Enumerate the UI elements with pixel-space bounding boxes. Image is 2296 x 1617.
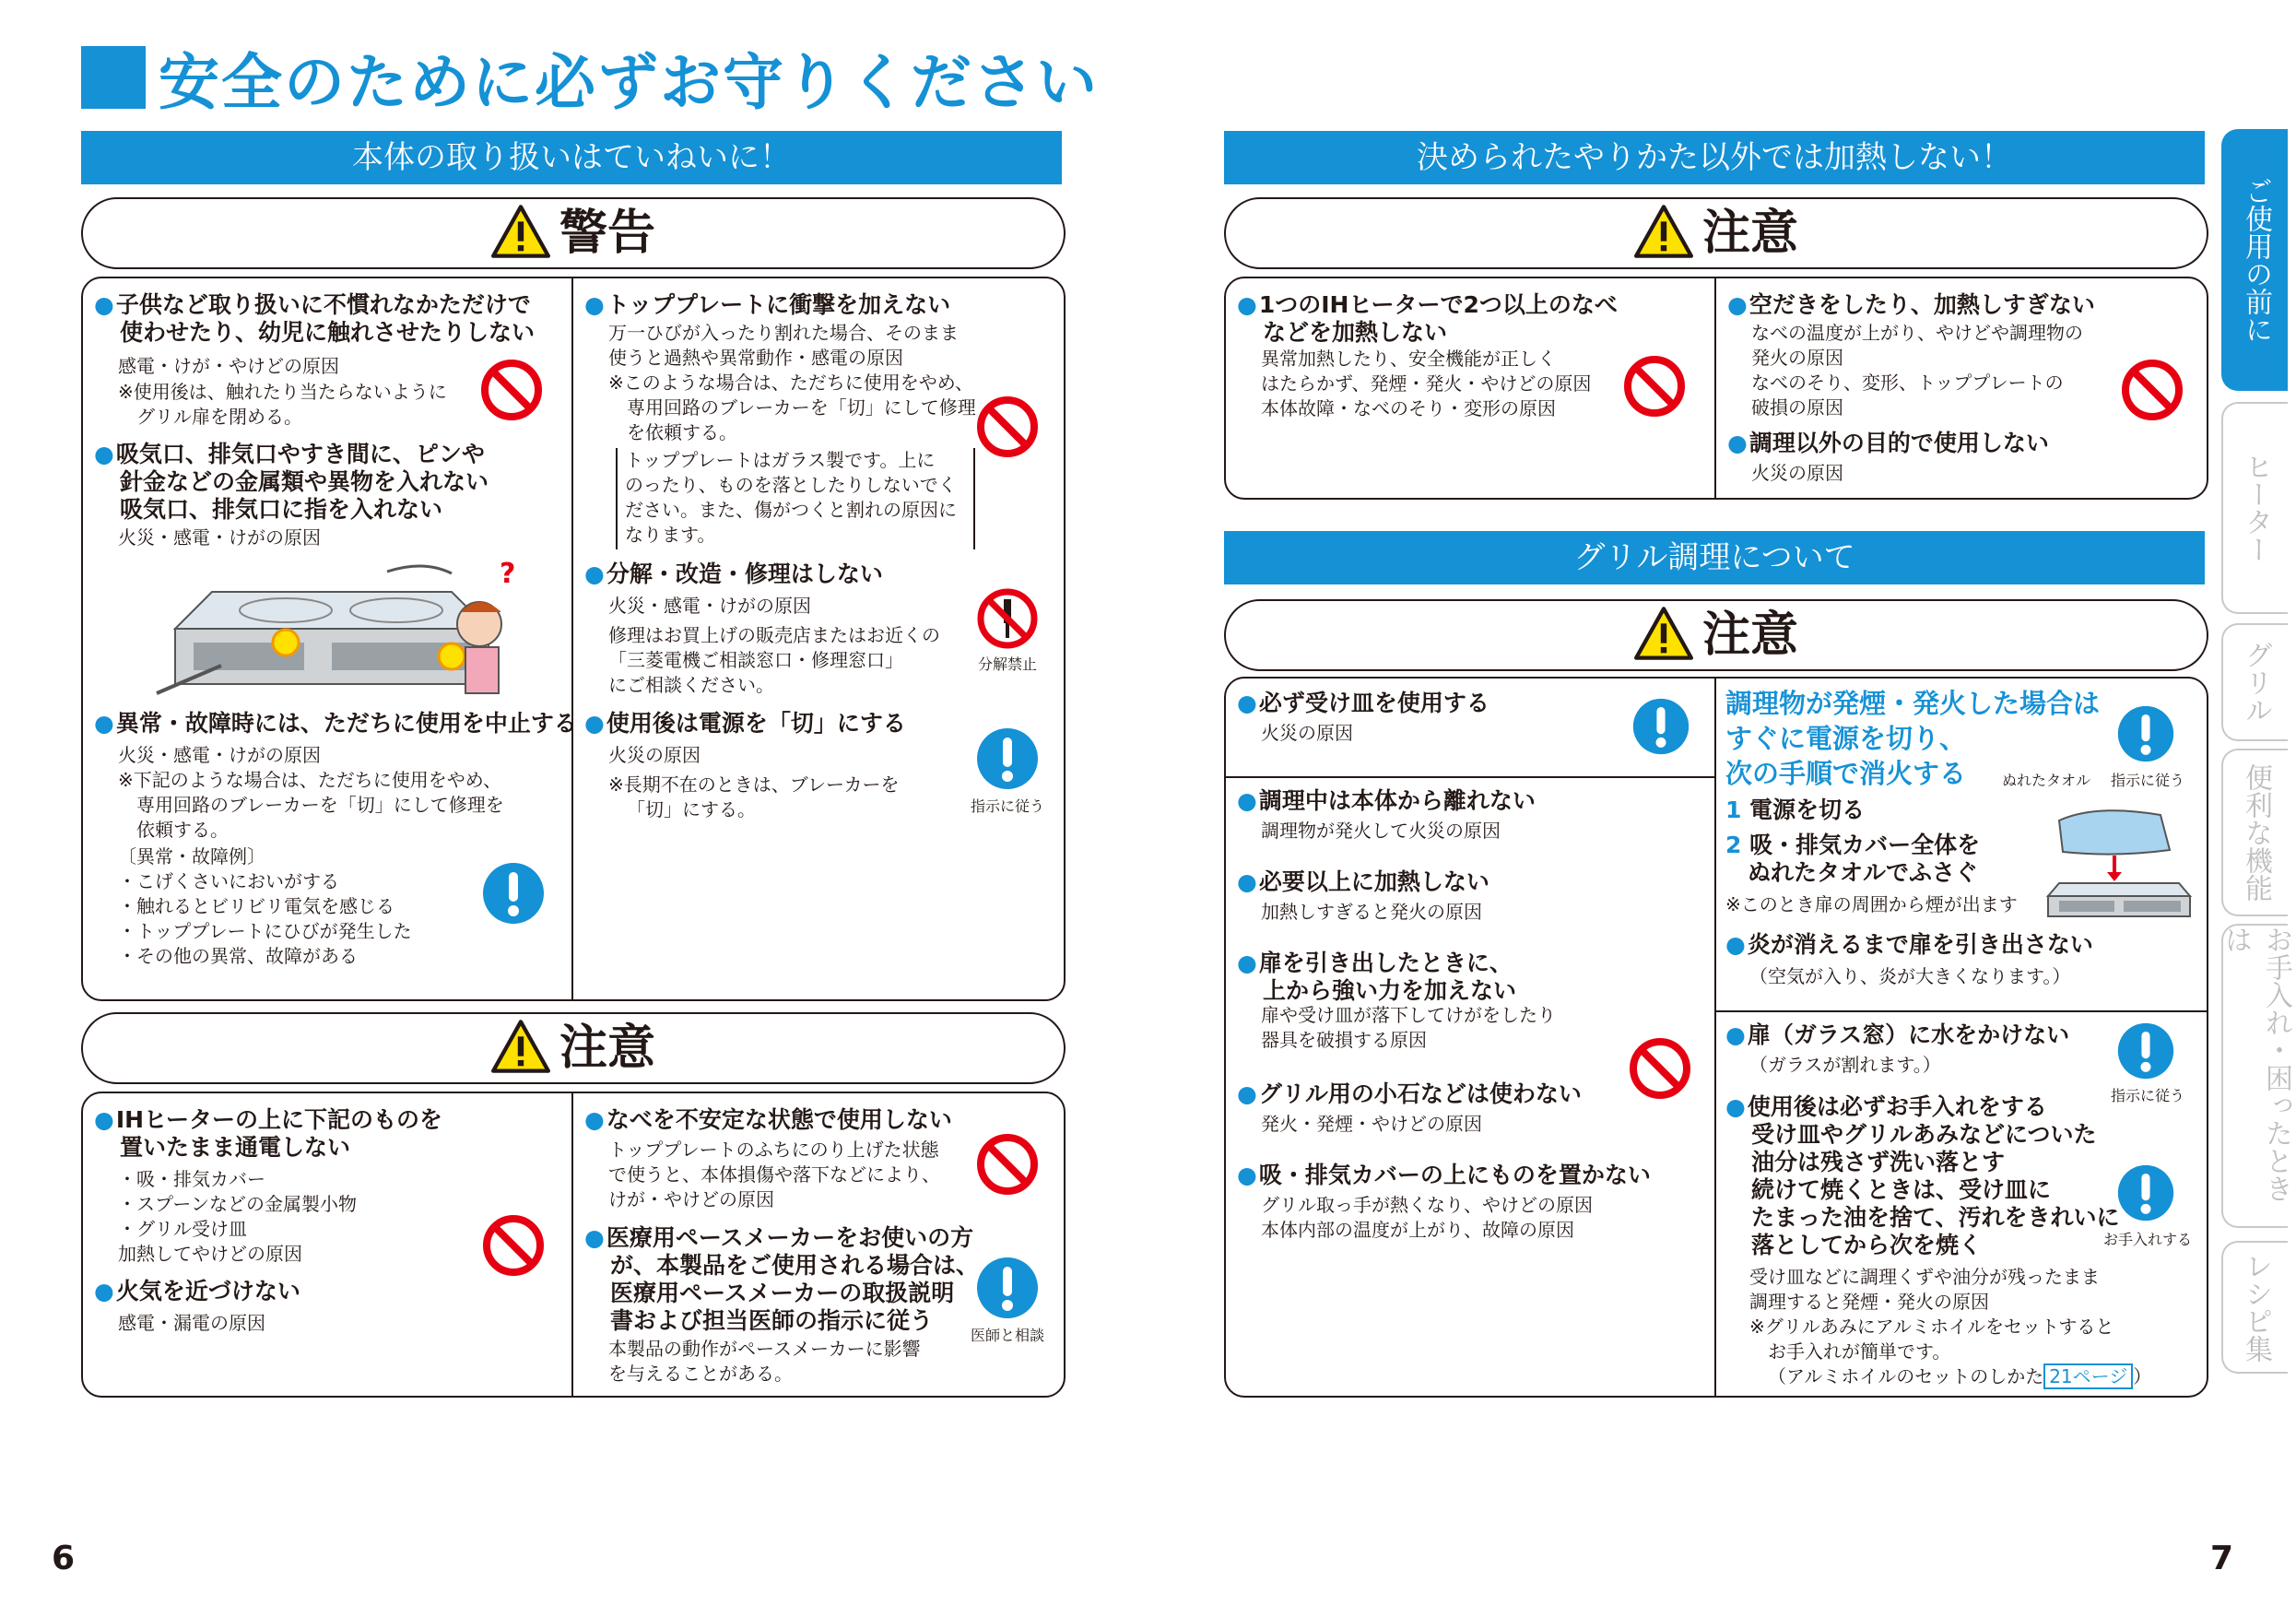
title-marker — [81, 46, 146, 109]
note-text: ※下記のような場合は、ただちに使用をやめ、 — [118, 769, 501, 791]
caution-box-grill — [1224, 677, 2208, 1398]
caution-item-cooking-only: ●調理以外の目的で使用しない — [1727, 430, 2049, 456]
caution-item-no-objects-on-heater: ●IHヒーターの上に下記のものを 置いたまま通電しない — [94, 1106, 443, 1161]
icon-label: 分解禁止 — [977, 655, 1037, 673]
prohibition-icon — [481, 1213, 546, 1278]
note-text: ※グリルあみにアルミホイルをセットすると — [1749, 1316, 2114, 1338]
grill-item-no-objects-on-cover: ●吸・排気カバーの上にものを置かない — [1237, 1162, 1651, 1188]
grill-item-stay-nearby: ●調理中は本体から離れない — [1237, 787, 1536, 814]
mandatory-instruction-icon — [481, 861, 546, 926]
warning-item-malfunction: ●異常・故障時には、ただちに使用を中止する — [94, 710, 577, 737]
example-item: ・こげくさいにおいがする — [118, 870, 339, 892]
warning-item-disassembly: ●分解・改造・修理はしない — [584, 561, 883, 587]
tab-care-troubleshooting[interactable]: お手入れ・困ったときは — [2221, 924, 2288, 1228]
fire-step-2: 2 吸・排気カバー全体を ぬれたタオルでふさぐ — [1725, 832, 1981, 886]
note-text: を依頼する。 — [627, 421, 737, 443]
warning-item-power-off: ●使用後は電源を「切」にする — [584, 710, 906, 737]
mandatory-instruction-icon — [2116, 1021, 2175, 1080]
foil-reference-line: （アルミホイルのセットのしかた 21ページ ） — [1768, 1365, 2152, 1387]
grill-item-clean-after-use: ●使用後は必ずお手入れをする 受け皿やグリルあみなどについた 油分は残さず洗い落とす 続けて焼くときは、受け皿に たまった油を捨て、汚れをきれいに 落としてから次を焼く — [1725, 1093, 2120, 1258]
grill-item-use-tray: ●必ず受け皿を使用する — [1237, 690, 1489, 716]
tab-heater[interactable]: ヒーター — [2221, 402, 2288, 614]
fire-procedure-heading: 調理物が発煙・発火した場合は すぐに電源を切り、 次の手順で消火する — [1725, 688, 2101, 789]
cause-text: なべのそり、変形、トッププレートの — [1751, 372, 2064, 394]
column-divider — [1714, 278, 1716, 498]
caution-label: 注意 — [559, 1021, 655, 1076]
cause-text: はたらかず、発煙・発火・やけどの原因 — [1261, 372, 1592, 395]
mandatory-instruction-icon — [975, 726, 1040, 791]
caution-triangle-icon — [1634, 607, 1693, 660]
column-divider — [571, 278, 573, 999]
note-text: ※長期不在のときは、ブレーカーを — [608, 773, 900, 796]
caution-item-pacemaker: ●医療用ペースメーカーをお使いの方 が、本製品をご使用される場合は、 医療用ペースメーカーの取扱説明 書および担当医師の指示に従う — [584, 1224, 980, 1334]
cause-text: 調理物が発火して火災の原因 — [1261, 820, 1501, 842]
grill-item-no-stones: ●グリル用の小石などは使わない — [1237, 1080, 1582, 1107]
page-reference-link[interactable]: 21ページ — [2043, 1363, 2133, 1389]
cause-text: 本体内部の温度が上がり、故障の原因 — [1261, 1219, 1574, 1241]
note-text: ※このような場合は、ただちに使用をやめ、 — [608, 372, 973, 394]
caution-triangle-icon — [1634, 205, 1693, 258]
note-text: グリル扉を閉める。 — [136, 406, 302, 428]
example-heading: 〔異常・故障例〕 — [118, 845, 265, 868]
cause-text: トッププレートのふちにのり上げた状態 — [608, 1139, 939, 1161]
mandatory-instruction-icon — [2116, 704, 2175, 763]
cause-text: 調理すると発煙・発火の原因 — [1749, 1291, 1989, 1313]
note-text: 依頼する。 — [136, 819, 229, 841]
cause-text: 破損の原因 — [1751, 396, 1843, 419]
prohibition-icon — [479, 358, 544, 422]
caution-header-left — [81, 1012, 1066, 1084]
cause-text: 加熱しすぎると発火の原因 — [1261, 901, 1482, 923]
icon-label: 指示に従う — [2110, 1087, 2184, 1104]
caution-item-no-fire: ●火気を近づけない — [94, 1278, 300, 1304]
row-divider — [1226, 776, 1714, 778]
note-text: ※使用後は、触れたり当たらないように — [118, 381, 447, 403]
section-band-heating: 決められたやりかた以外では加熱しない！ — [1224, 131, 2205, 184]
cause-text: 火災・感電・けがの原因 — [118, 744, 321, 766]
note-text: お手入れが簡単です。 — [1768, 1340, 1951, 1363]
prohibition-icon — [1628, 1036, 1692, 1101]
icon-label: 指示に従う — [970, 797, 1044, 815]
grill-item-no-overheat: ●必要以上に加熱しない — [1237, 868, 1489, 895]
tab-grill[interactable]: グリル — [2221, 623, 2288, 741]
fire-step-1: 1 電源を切る — [1725, 797, 1866, 823]
caution-item-unstable-pan: ●なべを不安定な状態で使用しない — [584, 1106, 952, 1133]
caution-header-right-2 — [1224, 599, 2208, 671]
section-band-grill: グリル調理について — [1224, 531, 2205, 584]
cause-text: 火災・感電・けがの原因 — [118, 526, 321, 549]
info-text: にご相談ください。 — [608, 674, 774, 696]
warning-item-impact: ●トッププレートに衝撃を加えない — [584, 291, 951, 318]
tab-before-use[interactable]: ご使用の前に — [2221, 129, 2288, 391]
mandatory-instruction-icon — [2116, 1163, 2175, 1222]
prohibition-icon — [975, 395, 1040, 459]
cause-text: 火災の原因 — [1751, 462, 1843, 484]
list-item: ・スプーンなどの金属製小物 — [118, 1193, 357, 1215]
page-number-right: 7 — [2210, 1540, 2234, 1577]
icon-label: 指示に従う — [2110, 772, 2184, 789]
warning-label: 警告 — [559, 206, 655, 261]
caution-item-empty-heating: ●空だきをしたり、加熱しすぎない — [1727, 291, 2095, 318]
prohibition-icon — [975, 1132, 1040, 1197]
note-line: ださい。また、傷がつくと割れの原因に — [625, 499, 957, 521]
caution-header-right-1 — [1224, 197, 2208, 269]
cause-text: 加熱してやけどの原因 — [118, 1243, 302, 1265]
cause-text: 火災の原因 — [608, 744, 701, 766]
cause-text: 本製品の動作がペースメーカーに影響 — [608, 1338, 921, 1360]
caution-box-heating — [1224, 277, 2208, 500]
cause-text: を与えることがある。 — [608, 1363, 793, 1385]
column-divider — [571, 1093, 573, 1396]
example-item: ・トッププレートにひびが発生した — [118, 920, 412, 942]
cause-text: なべの温度が上がり、やけどや調理物の — [1751, 322, 2083, 344]
caution-triangle-icon — [491, 1020, 550, 1073]
info-text: 「三菱電機ご相談窓口・修理窓口」 — [608, 649, 903, 671]
tab-convenient-functions[interactable]: 便利な機能 — [2221, 749, 2288, 916]
grill-item-keep-door-closed: ●炎が消えるまで扉を引き出さない — [1725, 931, 2093, 958]
cause-text: で使うと、本体損傷や落下などにより、 — [608, 1163, 940, 1186]
svg-text:?: ? — [500, 558, 516, 590]
no-disassembly-icon — [975, 586, 1040, 651]
smoke-note: ※このとき扉の周囲から煙が出ます — [1725, 893, 2018, 915]
caution-box-left — [81, 1092, 1066, 1398]
warning-box — [81, 277, 1066, 1001]
prohibition-icon — [1622, 354, 1687, 419]
cause-text: 火災・感電・けがの原因 — [608, 595, 811, 617]
page-title: 安全のために必ずお守りください — [159, 47, 1099, 118]
tab-recipes[interactable]: レシピ集 — [2221, 1241, 2288, 1374]
list-item: ・グリル受け皿 — [118, 1218, 247, 1240]
cause-text: 使うと過熱や異常動作・感電の原因 — [608, 347, 903, 369]
prohibition-icon — [2120, 358, 2184, 422]
reason-text: （ガラスが割れます。） — [1749, 1054, 1941, 1076]
reason-text: （空気が入り、炎が大きくなります。） — [1749, 965, 2071, 987]
grill-item-no-water: ●扉（ガラス窓）に水をかけない — [1725, 1021, 2070, 1048]
row-divider — [1714, 1010, 2207, 1012]
grill-item-door-force: ●扉を引き出したときに、 上から強い力を加えない — [1237, 950, 1517, 1004]
icon-label: 医師と相談 — [970, 1327, 1044, 1344]
mandatory-instruction-icon — [975, 1256, 1040, 1320]
towel-over-cooktop-illustration — [2041, 795, 2194, 920]
child-touching-cooktop-illustration — [147, 555, 535, 712]
note-text: 「切」にする。 — [627, 798, 756, 820]
glass-note-box — [616, 448, 975, 549]
section-band-handling: 本体の取り扱いはていねいに！ — [81, 131, 1062, 184]
icon-label: お手入れする — [2102, 1231, 2192, 1248]
cause-text: 発火の原因 — [1751, 347, 1843, 369]
column-divider — [1714, 679, 1716, 1396]
page-number-left: 6 — [52, 1540, 76, 1577]
cause-text: 受け皿などに調理くずや油分が残ったまま — [1749, 1266, 2100, 1288]
caution-label: 注意 — [1701, 206, 1798, 261]
note-line: なります。 — [625, 524, 716, 546]
cause-text: けが・やけどの原因 — [608, 1188, 774, 1210]
note-line: のったり、ものを落としたりしないでく — [625, 474, 957, 496]
warning-triangle-icon — [491, 205, 550, 258]
example-item: ・触れるとビリビリ電気を感じる — [118, 895, 394, 917]
note-line: トッププレートはガラス製です。上に — [625, 449, 936, 471]
warning-header — [81, 197, 1066, 269]
cause-text: 火災の原因 — [1261, 722, 1353, 744]
cause-text: 発火・発煙・やけどの原因 — [1261, 1113, 1482, 1135]
caution-item-multiple-pans: ●1つのIHヒーターで2つ以上のなべ などを加熱しない — [1237, 291, 1618, 346]
note-text: 専用回路のブレーカーを「切」にして修理を — [136, 794, 504, 816]
towel-label: ぬれたタオル — [2001, 772, 2090, 789]
warning-item-children: ●子供など取り扱いに不慣れなかただけで 使わせたり、幼児に触れさせたりしない — [94, 291, 536, 346]
cause-text: 異常加熱したり、安全機能が正しく — [1261, 348, 1556, 370]
cause-text: 器具を破損する原因 — [1261, 1029, 1427, 1051]
example-item: ・その他の異常、故障がある — [118, 945, 358, 967]
cause-text: 感電・けが・やけどの原因 — [118, 355, 339, 377]
note-text: 専用回路のブレーカーを「切」にして修理 — [627, 396, 976, 419]
warning-item-foreign-objects: ●吸気口、排気口やすき間に、ピンや 針金などの金属類や異物を入れない 吸気口、排気口に指を入れない — [94, 441, 489, 523]
cause-text: 扉や受け皿が落下してけがをしたり — [1261, 1004, 1556, 1026]
cause-text: 感電・漏電の原因 — [118, 1312, 265, 1334]
caution-label: 注意 — [1701, 608, 1798, 663]
cause-text: 万一ひびが入ったり割れた場合、そのまま — [608, 322, 959, 344]
list-item: ・吸・排気カバー — [118, 1168, 265, 1190]
cause-text: 本体故障・なべのそり・変形の原因 — [1261, 397, 1556, 419]
cause-text: グリル取っ手が熱くなり、やけどの原因 — [1261, 1194, 1593, 1216]
info-text: 修理はお買上げの販売店またはお近くの — [608, 624, 940, 646]
mandatory-instruction-icon — [1631, 697, 1690, 756]
